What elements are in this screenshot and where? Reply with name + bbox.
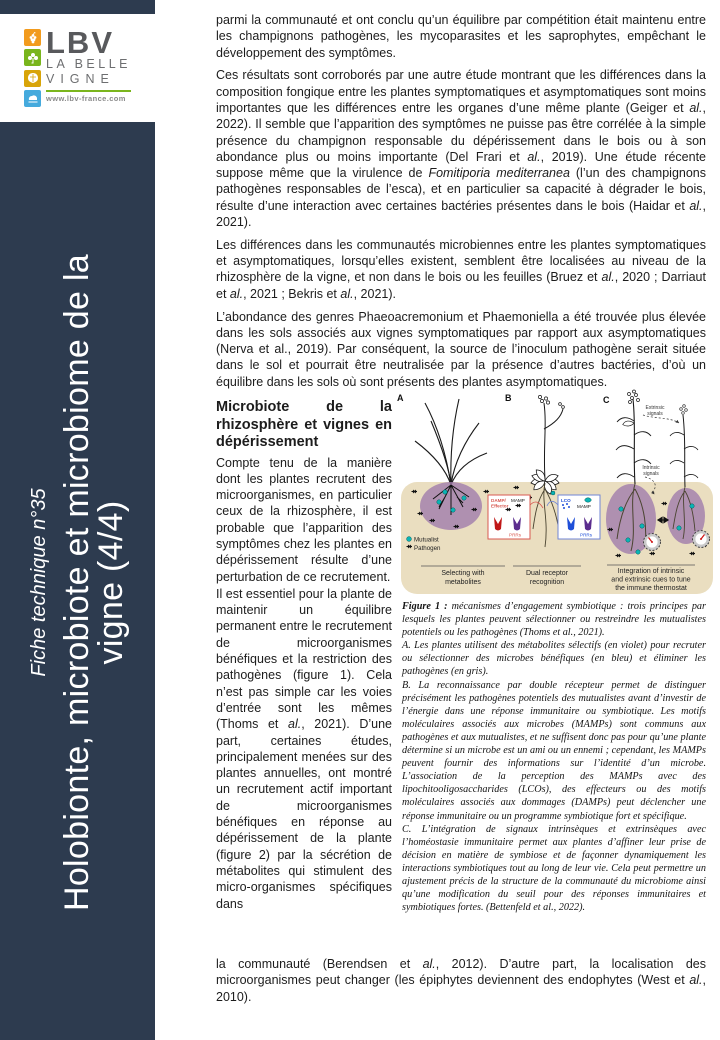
- panel-b-caption-line2: recognition: [529, 579, 565, 586]
- page-title-line2: vigne (4/4): [91, 500, 130, 665]
- paragraph: la communauté (Berendsen et al., 2012). D’autre part, la localisation des microorganismes peut changer (les épiphytes deviennent des endophytes (West et al., 2010).: [216, 957, 706, 1004]
- panel-b-label: B: [505, 393, 512, 403]
- intro-text-block: [216, 12, 706, 397]
- intrinsic-label-line2: signals: [643, 471, 659, 477]
- closing-text-block: [216, 956, 706, 1011]
- panel-c-label: C: [603, 395, 610, 405]
- red-box-mamp-label: MAMP: [511, 498, 525, 503]
- logo-acronym: LBV: [46, 25, 114, 60]
- sidebar-vertical-text: [0, 0, 155, 1040]
- caption-intro: Figure 1 : mécanismes d’engagement symbiotique : trois principes par lesquels les plantes peuvent sélectionner ou restreindre les mutualistes potentiels ou les pathogènes (Thoms et al., 2021).: [402, 601, 706, 639]
- extrinsic-label-line2: signals: [647, 411, 663, 417]
- sidebar: [0, 0, 155, 1040]
- panel-a-label: A: [397, 393, 404, 403]
- weather-icon: [24, 90, 41, 107]
- series-label: Fiche technique n°35: [27, 488, 50, 677]
- paragraph: Il est essentiel pour la plante de maintenir un équilibre permanent entre le recrutement de microorganismes bénéfiques et la restriction des pathogènes (figure 1). Cela n’est pas simple car les voies d’entrée sont les mêmes (Thoms et al., 2021). D’une part, certaines études, principalement menées sur des plantes annuelles, ont montré un recrutement actif important de microorganismes bénéfiques en réponse au dépérissement de la plante (figure 2) par la sécrétion de métabolites qui stimulent des micro-organismes spécifiques dans: [216, 586, 392, 911]
- mutualist-dot-icon: [407, 537, 412, 542]
- panel-a-caption-line2: metabolites: [445, 579, 481, 586]
- red-box-label1: DAMP/: [491, 498, 506, 503]
- section-column: [216, 399, 392, 913]
- page-title: [57, 253, 130, 912]
- page-title-line1: Holobionte, microbiote et microbiome de la: [57, 253, 96, 912]
- immune-thermostat-dial-left: [644, 534, 661, 551]
- clover-icon: [24, 49, 41, 66]
- paragraph: Les différences dans les communautés microbiennes entre les plantes symptomatiques et asymptomatiques, lorsqu’elles existent, semblent être localisées au niveau de la rhizosphère de la vigne, et non dans le bois ou les feuilles (Bruez et al., 2020 ; Darriaut et al., 2021 ; Bekris et al., 2021).: [216, 237, 706, 301]
- logo-name-line1: LA BELLE: [46, 57, 131, 71]
- logo-icon-column: [24, 29, 41, 107]
- blue-box-lco-label: LCO: [561, 498, 571, 503]
- extrinsic-signals-annotation: [643, 405, 679, 423]
- extrinsic-label-line1: Extrinsic: [645, 405, 665, 411]
- panel-c-caption-line2: and extrinsic cues to tune: [611, 576, 691, 584]
- blue-box-prrs-label: PRRs: [580, 532, 592, 538]
- blue-box-mamp-label: MAMP: [577, 504, 591, 509]
- legend-pathogen: Pathogen: [414, 545, 441, 552]
- figure-1-illustration: [395, 389, 720, 597]
- vine-leaf-icon: [24, 70, 41, 87]
- paragraph: L’abondance des genres Phaeoacremonium et Phaemoniella a été trouvée plus élevée dans les sols associés aux vignes symptomatiques par rapport aux asymptomatiques (Nerva et al., 2019). Par conséquent, la source de l’inoculum pathogène serait située dans le sol et pourrait être neutralisée par la présence d’autres bactéries, d’où un équilibre dans les sols où sont présents des plantes asymptomatiques.: [216, 309, 706, 389]
- logo-panel: [0, 14, 155, 122]
- logo-name-line2: VIGNE: [46, 72, 115, 86]
- caption-item-a: A. Les plantes utilisent des métabolites sélectifs (en violet) pour recruter ou sélectionner des microbes bénéfiques (en bleu) et éliminer les pathogènes (en gris).: [402, 640, 706, 678]
- red-box-label2: Effector: [491, 503, 509, 509]
- panel-c-caption-line1: Integration of intrinsic: [617, 568, 685, 575]
- legend-mutualist: Mutualist: [414, 536, 439, 544]
- panel-c-caption-line3: the immune thermostat: [615, 585, 687, 592]
- paragraph: Ces résultats sont corroborés par une autre étude montrant que les différences dans la composition fongique entre les plantes symptomatiques et asymptomatiques sont moins importantes que les différences entre les organes d’une même plante (Geiger et al., 2022). Il semble que l’apparition des symptômes ne puisse pas être corrélée à la simple présence du champignon responsable du dépérissement dans le bois ou à son abondance plus ou moins importante (Del Frari et al., 2019). Une étude récente suppose même que la virulence de Fomitiporia mediterranea (l’un des champignons pathogènes responsables de l’esca), et en particulier sa capacité à dégrader le bois, résulte d’une interaction avec certaines bactéries présentes dans le bois (Haidar et al., 2021).: [216, 68, 706, 230]
- panel-a-plant: [415, 399, 487, 485]
- figure-1-svg: [395, 389, 720, 597]
- caption-item-c: C. L’intégration de signaux intrinsèques et extrinsèques avec l’homéostasie immunitaire permet aux plantes d’affiner leur prise de décision en matière de symbiose et de façonner dynamiquement les interactions symbiotiques tout au long de leur vie. Cela peut permettre un ajustement précis de la structure de la communauté du microbiome ainsi qu’une modification du seuil pour des réponses immunitaires et symbiotiques fortes. (Bettenfeld et al., 2022).: [402, 823, 706, 914]
- panel-a-caption-line1: Selecting with: [441, 570, 485, 577]
- logo-text: [46, 25, 131, 107]
- paragraph: parmi la communauté et ont conclu qu’un équilibre par compétition était maintenu entre les champignons pathogènes, les mycoparasites et les saprophytes, empêchant le développement des symptômes.: [216, 13, 706, 60]
- grapes-icon: [24, 29, 41, 46]
- intrinsic-label-line1: Intrinsic: [642, 465, 660, 471]
- logo-website: www.lbv-france.com: [46, 90, 131, 103]
- immune-thermostat-dial-right: [693, 531, 710, 548]
- caption-item-b: B. La reconnaissance par double récepteur permet de distinguer précisément les pathogènes potentiels des mutualistes avant d’investir de l’énergie dans une réponse immunitaire ou symbiotique. Les motifs moléculaires associés aux microbes (MAMPs) sont communs aux pathogènes et aux mutualistes, et ne suffisent donc pas pour qu’une plante détermine si un microbe est un ami ou un ennemi ; cependant, les MAMPs peuvent fournir des informations sur l’identité d’un microbe. L’association de la perception des MAMPs avec des lipochitooligosaccharides (LCOs), des effecteurs ou des motifs moléculaires associés aux dommages (DAMPs) peut déclencher une réponse immunitaire ou un programme symbiotique fort et spécifique.: [402, 679, 706, 822]
- figure-1-caption: [402, 600, 706, 914]
- lbv-logo: [24, 25, 131, 107]
- section-heading: Microbiote de la rhizosphère et vignes en dépérissement: [216, 399, 392, 450]
- panel-b-caption-line1: Dual receptor: [525, 570, 569, 577]
- red-box-prrs-label: PRRs: [509, 532, 521, 538]
- paragraph: Compte tenu de la manière dont les plantes recrutent des microorganismes, en particulier ceux de la rhizosphère, il est probable que l’apparition des symptômes chez les plantes en dépérissement résulte d’une perturbation de ce recrutement.: [216, 455, 392, 584]
